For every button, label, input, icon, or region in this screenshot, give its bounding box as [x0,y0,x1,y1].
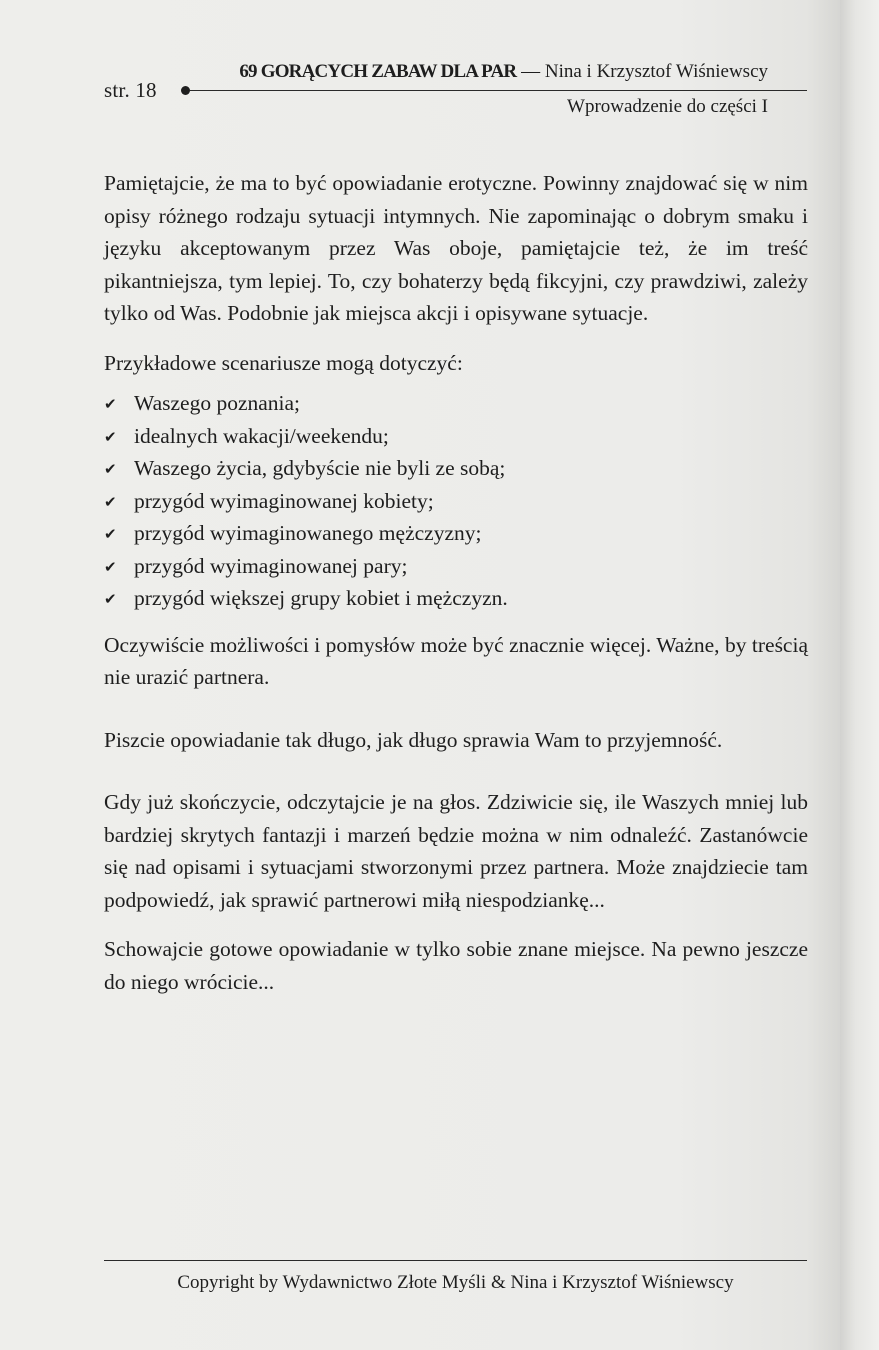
section-title: Wprowadzenie do części I [567,96,768,117]
paragraph-possibilities: Oczywiście możliwości i pomysłów może być znacznie więcej. Ważne, by treścią nie urazić partnera. [104,632,808,689]
page-content [104,167,808,998]
paragraph-intro: Pamiętajcie, że ma to być opowiadanie erotyczne. Powinny znajdować się w nim opisy różnego rodzaju sytuacji intymnych. Nie zapominając o dobrym smaku i języku akceptowanym przez Was oboje, pamiętajcie też, że im treść pikantniejsza, tym lepiej. To, czy bohaterzy będą fikcyjni, czy prawdziwi, zależy tylko od Was. Podobnie jak miejsca akcji i opisywane sytuacje. [104,171,808,325]
checkmark-icon: ✔ [104,590,117,608]
footer-rule [104,1260,807,1261]
list-item: ✔ idealnych wakacji/weekendu; [104,420,808,453]
list-item: ✔ przygód wyimaginowanej pary; [104,550,808,583]
page-number: str. 18 [104,78,157,102]
checkmark-icon: ✔ [104,460,117,478]
paragraph-reading: Gdy już skończycie, odczytajcie je na głos. Zdziwicie się, ile Waszych mniej lub bardziej skrytych fantazji i marzeń będzie można w nim odnaleźć. Zastanówcie się nad opisami i sytuacjami stworzonymi przez partnera. Może znajdziecie tam podpowiedź, jak sprawić partnerowi miłą niespodziankę... [104,790,808,912]
paragraph-scenarios-lead: Przykładowe scenariusze mogą dotyczyć: [104,350,463,375]
running-header [239,61,768,83]
book-title: 69 GORĄCYCH ZABAW DLA PAR [239,61,517,82]
list-item: ✔ Waszego życia, gdybyście nie byli ze sobą; [104,452,808,485]
header-authors: Nina i Krzysztof Wiśniewscy [544,61,768,82]
checkmark-icon: ✔ [104,395,117,413]
checkmark-icon: ✔ [104,427,117,446]
list-item: ✔ przygód wyimaginowanej kobiety; [104,485,808,518]
page-edge [840,0,879,1350]
copyright-footer: Copyright by Wydawnictwo Złote Myśli & Nina i Krzysztof Wiśniewscy [177,1272,734,1293]
list-item: ✔ przygód wyimaginowanego mężczyzny; [104,517,808,550]
checkmark-icon: ✔ [104,557,117,576]
list-item: ✔ przygód większej grupy kobiet i mężczyzn. [104,582,808,615]
header-rule [190,90,807,91]
header-separator: — [516,61,545,82]
scenario-list [104,387,808,615]
list-item: ✔ Waszego poznania; [104,387,808,420]
header-bullet-icon [181,86,190,95]
paragraph-closing: Schowajcie gotowe opowiadanie w tylko sobie znane miejsce. Na pewno jeszcze do niego wrócicie... [104,937,808,994]
paragraph-writing: Piszcie opowiadanie tak długo, jak długo sprawia Wam to przyjemność. [104,727,723,752]
checkmark-icon: ✔ [104,525,117,543]
checkmark-icon: ✔ [104,492,117,511]
